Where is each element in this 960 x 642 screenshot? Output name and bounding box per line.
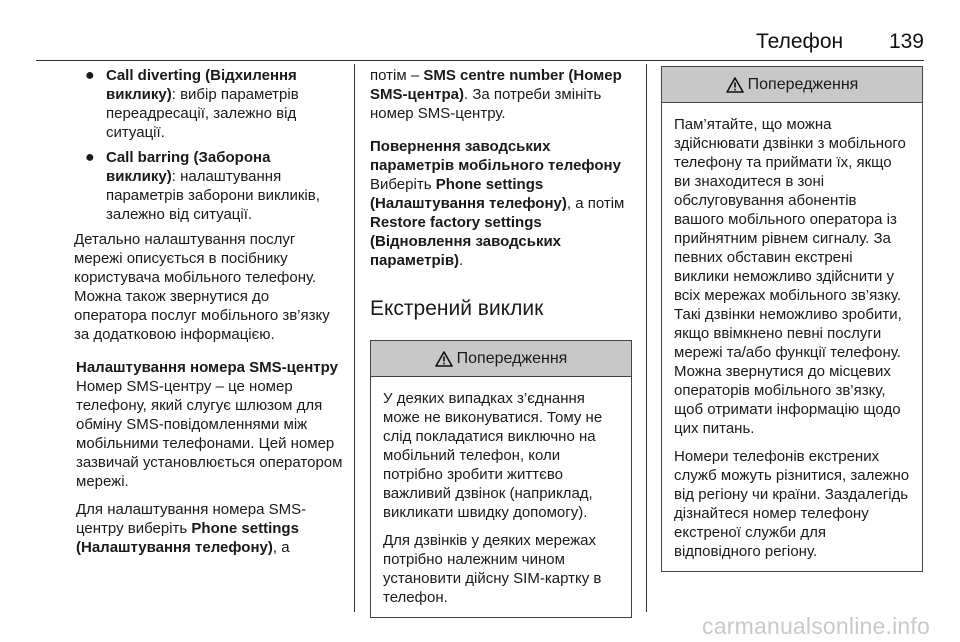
warning-paragraph: Номери телефонів екстрених служб можуть різнитися, залежно від регіону чи країни. Заздалегідь дізнайтеся номер телефону екстреної служби для відповідного регіону. bbox=[674, 448, 910, 560]
warning-paragraph: У деяких випадках з’єднання може не виконуватися. Тому не слід покладатися виключно на мобільний телефон, коли потрібно зробити життєво важливий дзвінок (наприклад, викликати швидку допомогу). bbox=[383, 390, 603, 521]
warning-box-1 bbox=[370, 340, 632, 618]
warning-heading: Попередження bbox=[747, 76, 859, 93]
column-3 bbox=[661, 66, 923, 572]
paragraph-network-services: Детально налаштування послуг мережі описується в посібнику користувача мобільного телефону. Можна також звернутися до оператора послуг мобільного зв’язку за додатковою інформацією. bbox=[74, 231, 330, 343]
bullet-call-barring bbox=[76, 148, 344, 224]
page-number: 139 bbox=[888, 30, 924, 53]
subheading-sms-centre bbox=[76, 358, 344, 377]
option-description: : вибір параметрів переадресації, залежно від ситуації. bbox=[106, 86, 299, 141]
text-span: потім – bbox=[370, 67, 424, 84]
text-span: , а потім bbox=[566, 195, 625, 212]
text-span: . bbox=[459, 252, 464, 269]
menu-path: Phone settings (Налаштування телефону) bbox=[370, 176, 567, 212]
paragraph-sms-continued bbox=[370, 66, 632, 123]
column-divider-1 bbox=[354, 64, 355, 612]
warning-header bbox=[662, 67, 922, 103]
warning-heading: Попередження bbox=[456, 350, 568, 367]
paragraph-sms-centre: Номер SMS-центру – це номер телефону, який слугує шлюзом для обміну SMS-повідомленнями між мобільними телефонами. Цей номер зазвичай установлюється оператором мережі. bbox=[76, 378, 343, 490]
warning-paragraph: Пам’ятайте, що можна здійснювати дзвінки з мобільного телефону та приймати їх, якщо ви знаходитеся в зоні обслуговування абонентів вашого мобільного оператора із прийнятним рівнем сигналу. За певних обставин екстрені виклики неможливо здійснити у всіх мережах мобільного зв’язку. Такі дзвінки неможливо зробити, якщо ввімкнено певні послуги мережі та/або функції телефону. Можна звернутися до місцевих операторів мобільного зв’язку, щоб отримати інформацію щодо цих питань. bbox=[674, 116, 906, 437]
warning-body bbox=[371, 377, 631, 617]
section-title-emergency-call: Екстрений виклик bbox=[370, 297, 544, 320]
bullet-call-diverting bbox=[76, 66, 344, 142]
warning-triangle-icon bbox=[435, 351, 453, 367]
warning-box-2 bbox=[661, 66, 923, 572]
warning-header bbox=[371, 341, 631, 377]
subheading-factory-reset bbox=[370, 137, 632, 175]
text-span: Виберіть bbox=[370, 176, 436, 193]
watermark: carmanualsonline.info bbox=[702, 613, 930, 639]
paragraph-sms-setup bbox=[76, 500, 344, 557]
option-name: Call barring (Заборона виклику) bbox=[106, 149, 271, 185]
text-span: , а bbox=[272, 539, 290, 556]
subheading-text: Повернення заводських параметрів мобільного телефону bbox=[370, 138, 621, 174]
page-header bbox=[756, 30, 924, 54]
paragraph-factory-reset bbox=[370, 175, 632, 270]
page-title: Телефон bbox=[755, 30, 844, 53]
bullet-dot-icon: ● bbox=[85, 67, 95, 84]
menu-path: SMS centre number (Номер SMS-центра) bbox=[370, 67, 622, 103]
warning-triangle-icon bbox=[726, 77, 744, 93]
option-name: Call diverting (Відхилення виклику) bbox=[106, 67, 297, 103]
text-span: . За потреби змініть номер SMS-центру. bbox=[370, 86, 602, 122]
bullet-dot-icon: ● bbox=[85, 149, 95, 166]
menu-path: Phone settings (Налаштування телефону) bbox=[76, 520, 299, 556]
warning-body bbox=[662, 103, 922, 571]
warning-paragraph: Для дзвінків у деяких мережах потрібно належним чином установити дійсну SIM-картку в телефон. bbox=[383, 532, 602, 606]
subheading-text: Налаштування номера SMS-центру bbox=[76, 359, 338, 376]
text-span: Для налаштування номера SMS-центру виберіть bbox=[76, 501, 307, 537]
header-divider bbox=[36, 60, 924, 61]
option-description: : налаштування параметрів заборони викликів, залежно від ситуації. bbox=[106, 168, 320, 223]
column-divider-2 bbox=[646, 64, 647, 612]
menu-path: Restore factory settings (Відновлення заводських параметрів) bbox=[370, 214, 562, 269]
column-1 bbox=[76, 66, 344, 566]
column-2 bbox=[370, 66, 632, 618]
